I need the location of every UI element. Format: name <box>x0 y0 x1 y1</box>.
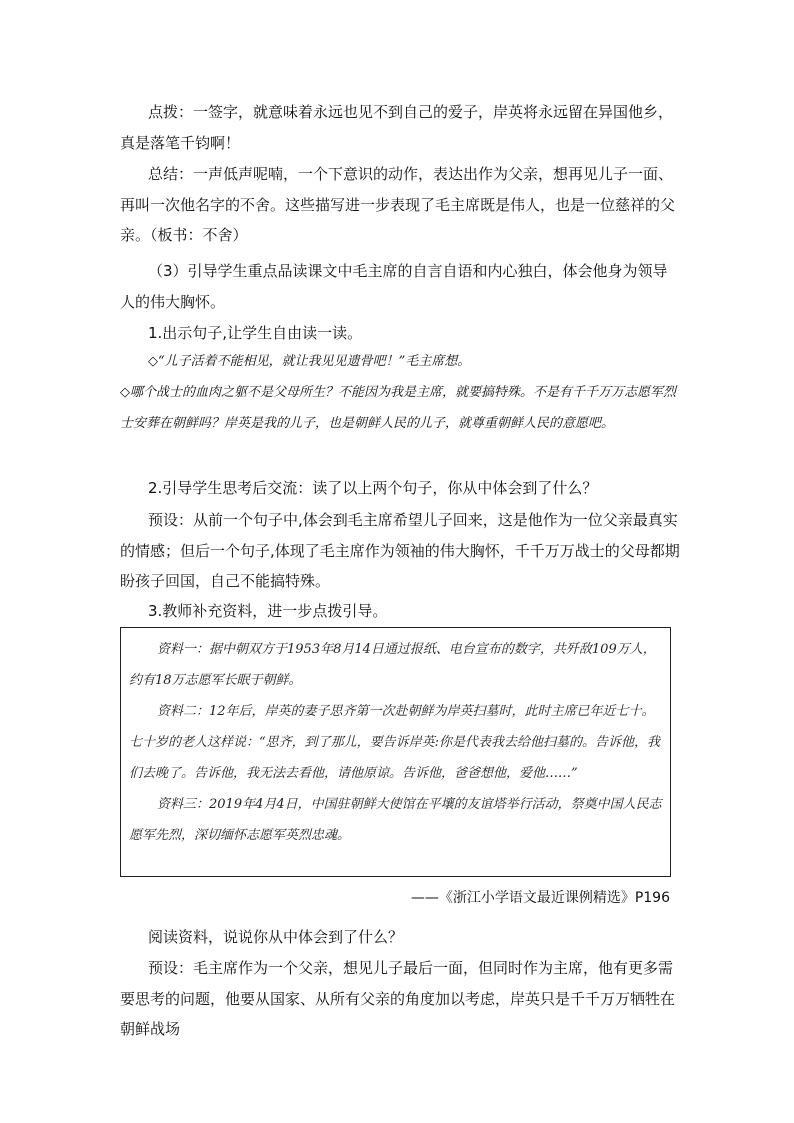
paragraph-preset-2: 预设：毛主席作为一个父亲，想见儿子最后一面，但同时作为主席，他有更多需要思考的问题，他要从国家、从所有父亲的角度加以考虑，岸英只是千千万万牺牲在朝鲜战场 <box>120 959 676 1038</box>
material-2: 资料二：12年后，岸英的妻子思齐第一次赴朝鲜为岸英扫墓时，此时主席已年近七十。七十岁的老人这样说：“思齐，到了那儿，要告诉岸英:你是代表我去给他扫墓的。告诉他，我们去晚了。告诉他，我无法去看他，请他原谅。告诉他，爸爸想他，爱他……” <box>129 704 661 781</box>
material-1: 资料一：据中朝双方于1953年8月14日通过报纸、电台宣布的数字，共歼敌109万人，约有18万志愿军长眠于朝鲜。 <box>129 642 656 688</box>
paragraph-preset-1: 预设：从前一个句子中,体会到毛主席希望儿子回来，这是他作为一位父亲最真实的情感；但后一个句子,体现了毛主席作为领袖的伟大胸怀，千千万万战士的父母都期盼孩子回国，自己不能搞特殊。 <box>120 511 680 590</box>
paragraph-reading: 阅读资料，说说你从中体会到了什么？ <box>148 928 404 946</box>
paragraph-item-1: 1.出示句子,让学生自由读一读。 <box>148 324 363 342</box>
paragraph-item-2: 2.引导学生思考后交流：读了以上两个句子，你从中体会到了什么？ <box>148 479 598 497</box>
paragraph-hint: 点拨：一签字，就意味着永远也见不到自己的爱子，岸英将永远留在异国他乡，真是落笔千钧啊！ <box>120 103 674 152</box>
quote-1: ◇“儿子活着不能相见，就让我见见遗骨吧！”毛主席想。 <box>148 354 471 369</box>
material-3: 资料三：2019年4月4日，中国驻朝鲜大使馆在平壤的友谊塔举行活动，祭奠中国人民志愿军先烈，深切缅怀志愿军英烈忠魂。 <box>129 797 662 843</box>
paragraph-summary: 总结：一声低声呢喃，一个下意识的动作，表达出作为父亲，想再见儿子一面、再叫一次他名字的不舍。这些描写进一步表现了毛主席既是伟人，也是一位慈祥的父亲。（板书：不舍） <box>120 165 676 244</box>
source-citation: ——《浙江小学语文最近课例精选》P196 <box>410 890 670 906</box>
paragraph-item-3: 3.教师补充资料，进一步点拨引导。 <box>148 602 388 620</box>
paragraph-step-3: （3）引导学生重点品读课文中毛主席的自言自语和内心独白，体会他身为领导人的伟大胸怀。 <box>120 262 668 311</box>
quote-2: ◇哪个战士的血肉之躯不是父母所生？不能因为我是主席，就要搞特殊。不是有千千万万志愿军烈士安葬在朝鲜吗？岸英是我的儿子，也是朝鲜人民的儿子，就尊重朝鲜人民的意愿吧。 <box>120 385 676 431</box>
materials-box <box>120 627 671 877</box>
